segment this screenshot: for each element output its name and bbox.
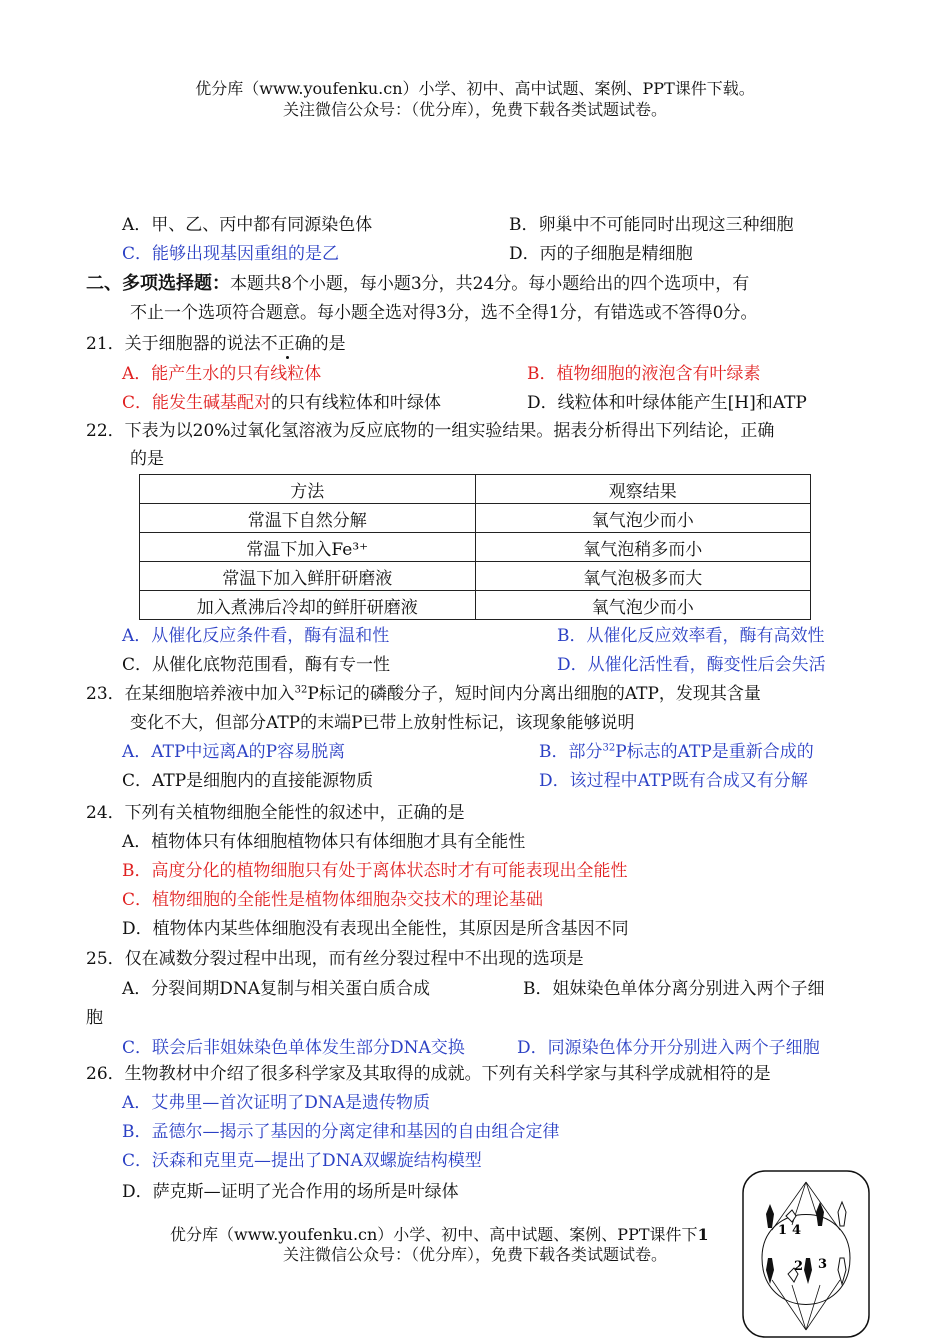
q26-option-c: C．沃森和克里克—提出了DNA双螺旋结构模型 <box>122 1151 482 1171</box>
q20-option-c: C．能够出现基因重组的是乙 <box>122 244 340 264</box>
q23-option-b-pre: B．部分 <box>539 742 603 762</box>
q22-option-c: C．从催化底物范围看，酶有专一性 <box>122 655 391 675</box>
diagram-label-3: 3 <box>818 1257 828 1272</box>
q23-stem-1 <box>86 682 761 706</box>
emphasis-dot <box>286 356 289 359</box>
q25-stem: 25．仅在减数分裂过程中出现，而有丝分裂过程中不出现的选项是 <box>86 949 584 969</box>
q24-option-d: D．植物体内某些体细胞没有表现出全能性，其原因是所含基因不同 <box>122 919 629 939</box>
q23-stem-1-sup: 32 <box>294 684 308 696</box>
q25-option-d: D．同源染色体分开分别进入两个子细胞 <box>517 1038 820 1058</box>
q21-option-b: B．植物细胞的液泡含有叶绿素 <box>527 364 761 384</box>
q23-stem-1-pre: 23．在某细胞培养液中加入 <box>86 684 295 704</box>
q25-option-a: A．分裂间期DNA复制与相关蛋白质合成 <box>122 979 431 999</box>
table-cell: 氧气泡少而小 <box>475 591 811 620</box>
q23-option-c: C．ATP是细胞内的直接能源物质 <box>122 771 374 791</box>
table-row <box>140 533 811 562</box>
q26-option-a: A．艾弗里—首次证明了DNA是遗传物质 <box>122 1093 431 1113</box>
q26-option-b: B．孟德尔—揭示了基因的分离定律和基因的自由组合定律 <box>122 1122 560 1142</box>
q24-option-c: C．植物细胞的全能性是植物体细胞杂交技术的理论基础 <box>122 890 544 910</box>
header-line-2: 关注微信公众号：（优分库），免费下载各类试题试卷。 <box>282 100 667 119</box>
q25-option-c: C．联会后非姐妹染色单体发生部分DNA交换 <box>122 1038 465 1058</box>
section-2-heading <box>86 272 749 296</box>
q23-option-b <box>539 740 814 764</box>
table-cell: 氧气泡稍多而小 <box>475 533 811 562</box>
section-2-title: 二、多项选择题： <box>86 273 230 294</box>
q26-stem: 26．生物教材中介绍了很多科学家及其取得的成就。下列有关科学家与其科学成就相符的是 <box>86 1064 771 1084</box>
q22-option-b: B．从催化反应效率看，酶有高效性 <box>557 626 825 646</box>
header-line-1: 优分库（www.youfenku.cn）小学、初中、高中试题、案例、PPT课件下载。 <box>195 79 755 98</box>
table-row <box>140 562 811 591</box>
section-2-desc-2: 不止一个选项符合题意。每小题全选对得3分，选不全得1分，有错选或不答得0分。 <box>130 303 758 323</box>
q22-stem-1: 22．下表为以20%过氧化氢溶液为反应底物的一组实验结果。据表分析得出下列结论，正确 <box>86 421 775 441</box>
diagram-label-1: 1 <box>778 1223 788 1238</box>
q23-option-a: A．ATP中远离A的P容易脱离 <box>122 742 346 762</box>
table-cell: 常温下加入Fe³⁺ <box>140 533 476 562</box>
q22-option-d: D．从催化活性看，酶变性后会失活 <box>557 655 826 675</box>
table-cell: 氧气泡少而小 <box>475 504 811 533</box>
q20-option-b: B．卵巢中不可能同时出现这三种细胞 <box>509 215 794 235</box>
section-2-desc-1: 本题共8个小题，每小题3分，共24分。每小题给出的四个选项中，有 <box>230 274 750 294</box>
q21-option-a: A．能产生水的只有线粒体 <box>122 364 322 384</box>
q22-option-a: A．从催化反应条件看，酶有温和性 <box>122 626 390 646</box>
table-cell: 加入煮沸后冷却的鲜肝研磨液 <box>140 591 476 620</box>
q21-option-c <box>122 391 441 415</box>
q20-option-a: A．甲、乙、丙中都有同源染色体 <box>122 215 373 235</box>
table-header-method: 方法 <box>140 475 476 504</box>
q20-option-d: D．丙的子细胞是精细胞 <box>509 244 693 264</box>
table-cell: 常温下加入鲜肝研磨液 <box>140 562 476 591</box>
q24-option-a: A．植物体只有体细胞植物体只有体细胞才具有全能性 <box>122 832 526 852</box>
q21-stem: 21．关于细胞器的说法不正确的是 <box>86 334 346 354</box>
q23-option-b-post: P标志的ATP是重新合成的 <box>615 742 814 762</box>
q21-option-d: D．线粒体和叶绿体能产生[H]和ATP <box>527 393 807 413</box>
footer-line-2: 关注微信公众号：（优分库），免费下载各类试题试卷。 <box>282 1245 667 1264</box>
q23-option-d: D．该过程中ATP既有合成又有分解 <box>539 771 808 791</box>
table-header-row <box>140 475 811 504</box>
table-row <box>140 504 811 533</box>
diagram-label-2: 2 <box>794 1259 804 1274</box>
table-cell: 氧气泡极多而大 <box>475 562 811 591</box>
q25-option-b-wrap: 胞 <box>86 1008 103 1028</box>
q26-option-d: D．萨克斯—证明了光合作用的场所是叶绿体 <box>122 1182 459 1202</box>
q22-stem-2: 的是 <box>130 449 164 469</box>
table-row <box>140 591 811 620</box>
q23-stem-1-post: P标记的磷酸分子，短时间内分离出细胞的ATP，发现其含量 <box>307 684 761 704</box>
q23-option-b-sup: 32 <box>602 742 616 754</box>
footer-line-1-text: 优分库（www.youfenku.cn）小学、初中、高中试题、案例、PPT课件下 <box>170 1225 698 1244</box>
table-cell: 常温下自然分解 <box>140 504 476 533</box>
page-number: 1 <box>697 1225 709 1244</box>
q24-stem: 24．下列有关植物细胞全能性的叙述中，正确的是 <box>86 803 465 823</box>
q25-option-b: B．姐妹染色单体分离分别进入两个子细 <box>523 979 825 999</box>
experiment-table <box>139 474 811 620</box>
q21-option-c-part-1: C．能发生碱基配对 <box>122 393 272 413</box>
table-header-result: 观察结果 <box>475 475 811 504</box>
diagram-label-4: 4 <box>792 1223 802 1238</box>
q21-option-c-part-2: 的只有线粒体和叶绿体 <box>271 393 442 413</box>
q24-option-b: B．高度分化的植物细胞只有处于离体状态时才有可能表现出全能性 <box>122 861 628 881</box>
q23-stem-2: 变化不大，但部分ATP的末端P已带上放射性标记，该现象能够说明 <box>130 713 635 733</box>
